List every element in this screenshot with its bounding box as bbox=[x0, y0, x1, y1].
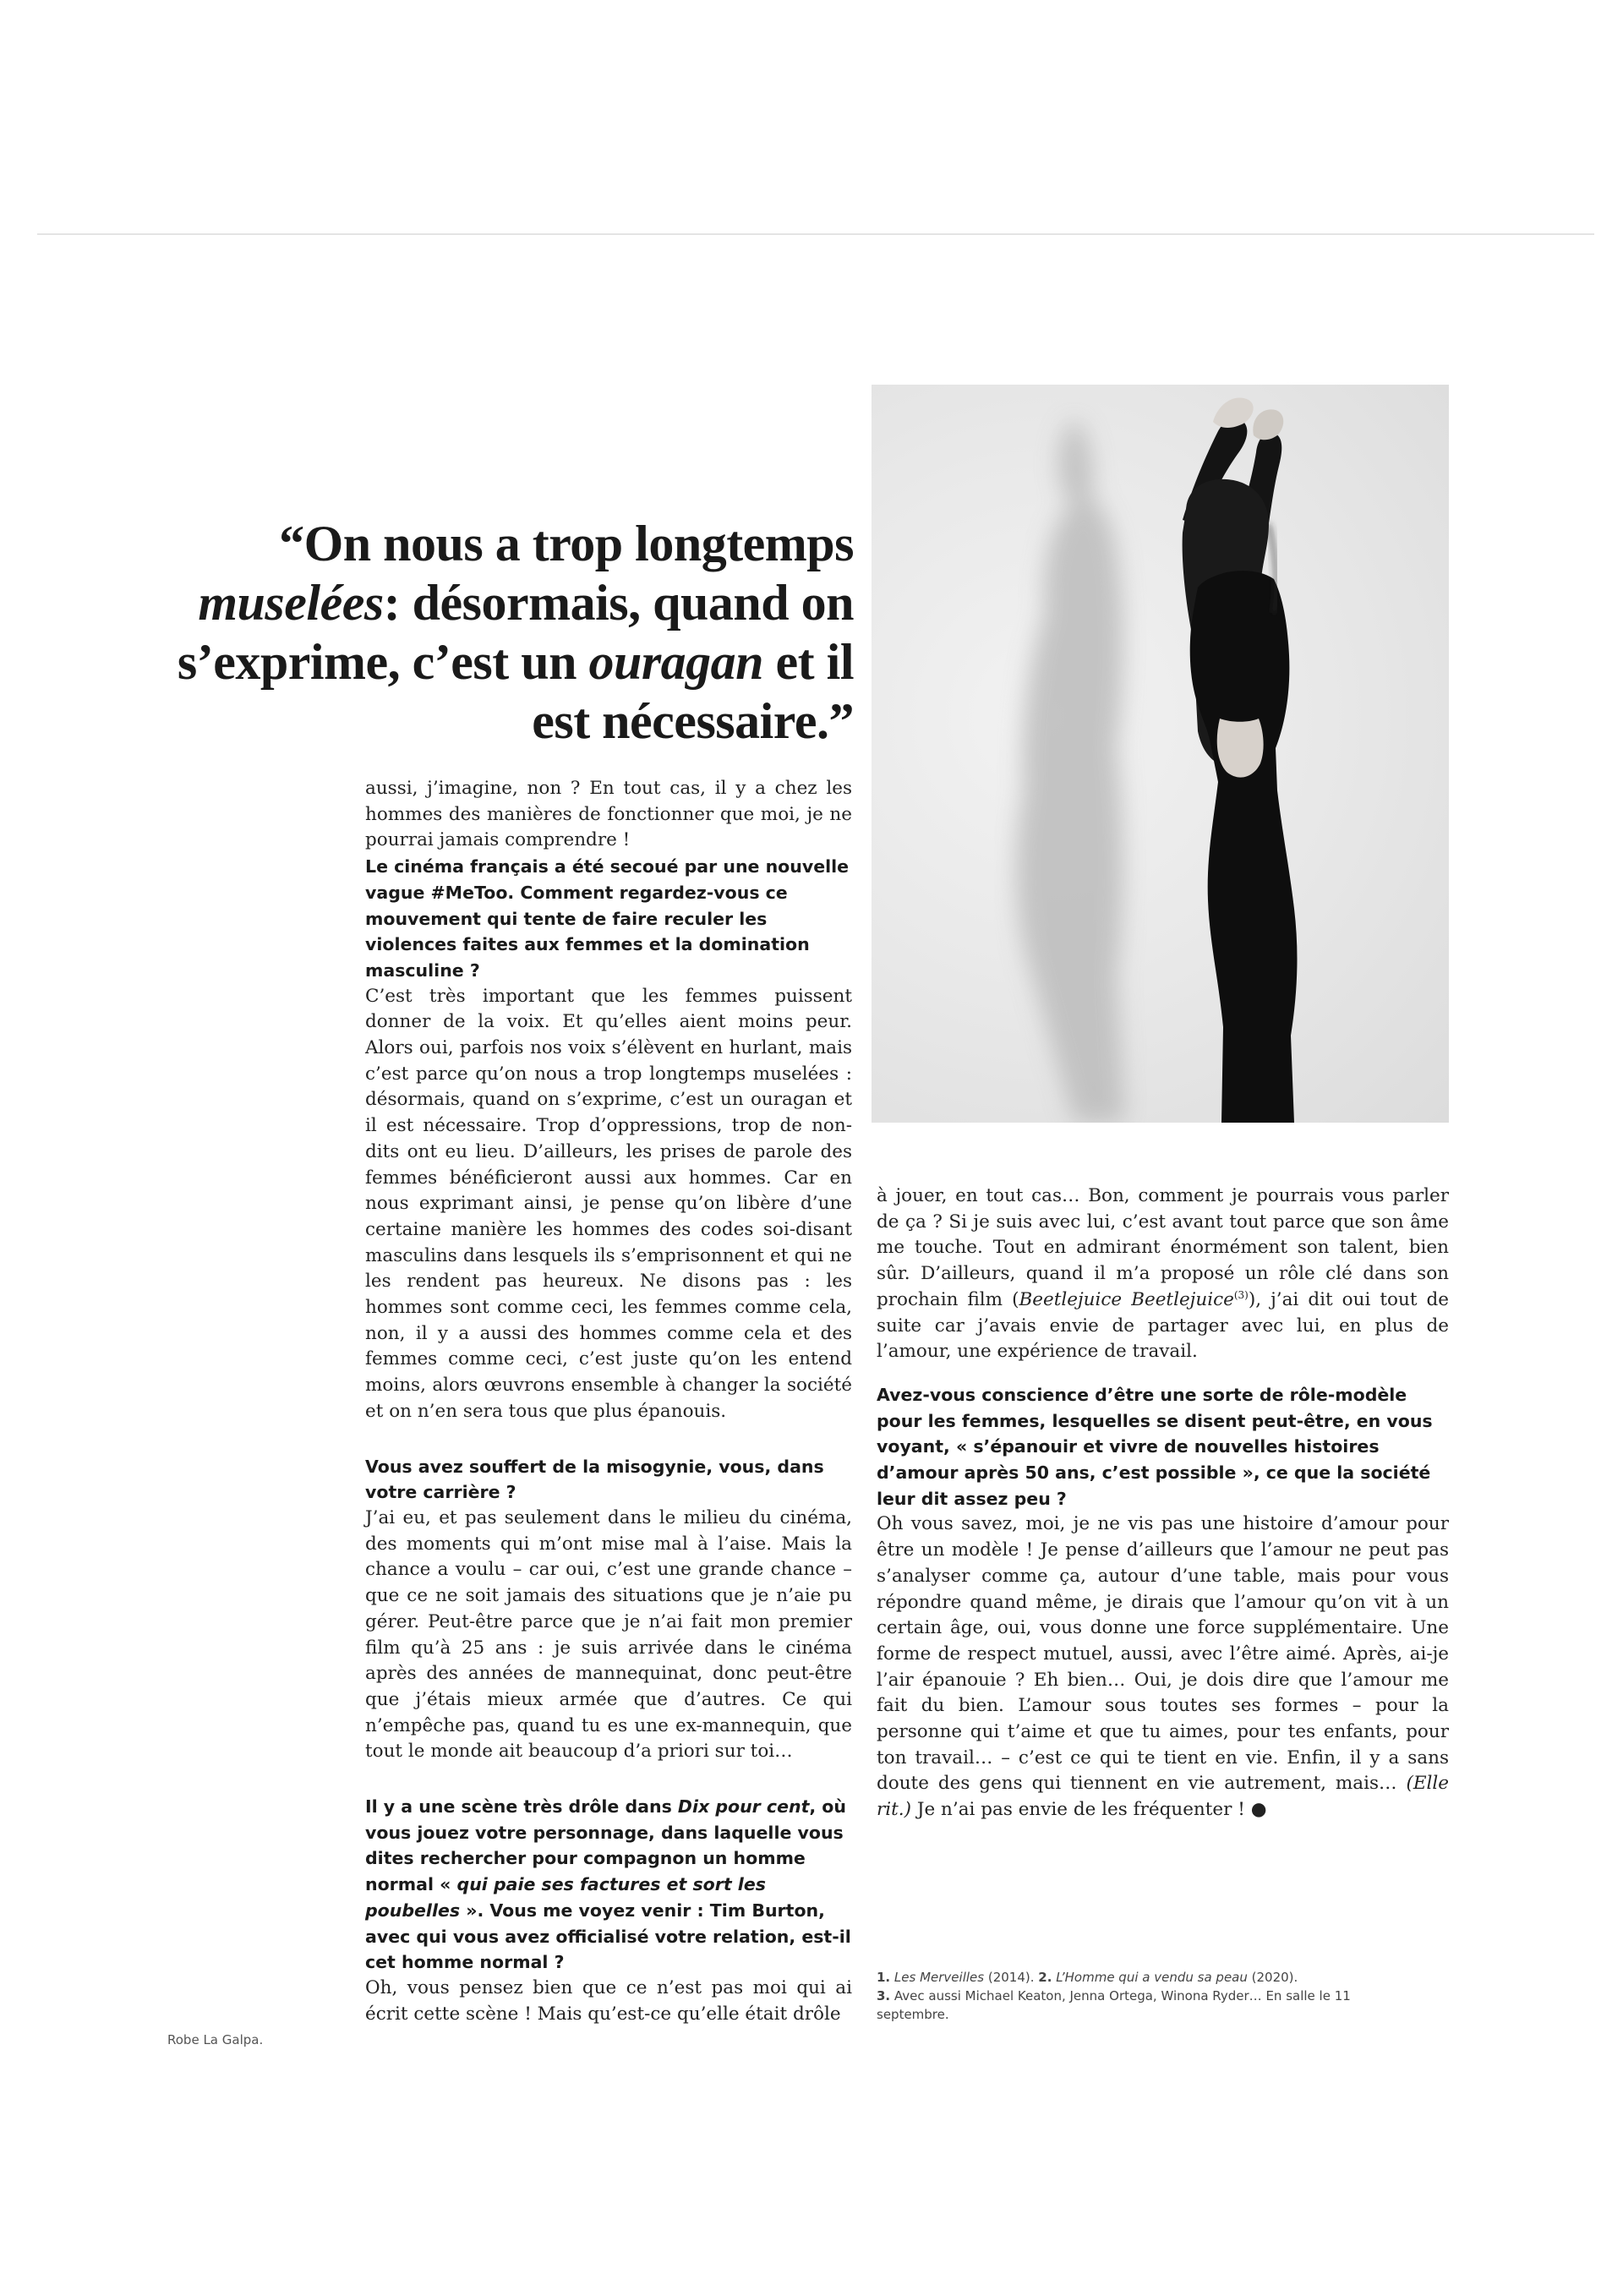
answer-metoo: C’est très important que les femmes puissent donner de la voix. Et qu’elles aient moins peur. Alors oui, parfois nos voix s’élèvent en hurlant, mais c’est parce qu’on nous a trop longtemps muselées : désormais, quand on s’exprime, c’est un ouragan et il est nécessaire. Trop d’oppressions, trop de non-dits ont eu lieu. D’ailleurs, les prises de parole des femmes bénéficieront aussi aux hommes. Car en nous exprimant ainsi, je pense qu’on libère d’une certaine manière les hommes des codes soi-disant masculins dans lesquels ils s’emprisonnent et qui ne les rendent pas heureux. Ne disons pas : les hommes sont comme ceci, les femmes comme cela, non, il y a aussi des hommes comme cela et des femmes comme ceci, c’est juste qu’on les entend moins, alors œuvrons ensemble à changer la société et on n’en sera tous que plus épanouis. bbox=[365, 985, 852, 1422]
pull-quote-emphasis-2: ouragan bbox=[588, 634, 764, 690]
pull-quote-emphasis-1: muselées bbox=[198, 575, 384, 631]
answer-tim-burton-start: Oh, vous pensez bien que ce n’est pas moi qui ai écrit cette scène ! Mais qu’est-ce qu’elle était drôle bbox=[365, 1976, 852, 2025]
question-misogyny: Vous avez souffert de la misogynie, vous, dans votre carrière ? bbox=[365, 1456, 824, 1503]
answer-paragraph-continued: aussi, j’imagine, non ? En tout cas, il y a chez les hommes des manières de fonctionner que moi, je ne pourrai jamais comprendre ! bbox=[365, 778, 852, 851]
question-role-model: Avez-vous conscience d’être une sorte de rôle-modèle pour les femmes, lesquelles se disent peut-être, en vous voyant, « s’épanouir et vivre de nouvelles histoires d’amour après 50 ans, c’est possible », ce que la société leur dit assez peu ? bbox=[877, 1384, 1433, 1509]
answer-misogyny: J’ai eu, et pas seulement dans le milieu du cinéma, des moments qui m’ont mise mal à l’aise. Mais la chance a voulu – car oui, c’est une grande chance – que ce ne soit jamais des situations que je n’aie pu gérer. Peut-être parce que je n’ai fait mon premier film qu’à 25 ans : je suis arrivée dans le cinéma après des années de mannequinat, donc peut-être que j’étais mieux armée que d’autres. Ce qui n’empêche pas, quand tu es une ex-mannequin, que tout le monde ait beaucoup d’a priori sur toi… bbox=[365, 1506, 852, 1763]
pull-quote: “On nous a trop longtemps muselées: désormais, quand on s’exprime, c’est un ouragan et il est nécessaire.” bbox=[177, 516, 854, 749]
end-mark: ● bbox=[1244, 1799, 1267, 1821]
photo-credit: Robe La Galpa. bbox=[167, 2032, 264, 2047]
question-dix-pour-cent: Il y a une scène très drôle dans Dix pour cent, où vous jouez votre personnage, dans laquelle vous dites rechercher pour compagnon un homme normal « qui paie ses factures et sort les poubelles ». Vous me voyez venir : Tim Burton, avec qui vous avez officialisé votre relation, est-il cet homme normal ? bbox=[365, 1796, 851, 1973]
top-rule bbox=[37, 233, 1594, 235]
woman-in-black-dress-illustration bbox=[872, 385, 1449, 1123]
question-metoo: Le cinéma français a été secoué par une nouvelle vague #MeToo. Comment regardez-vous ce mouvement qui tente de faire reculer les violences faites aux femmes et la domination masculine ? bbox=[365, 856, 850, 981]
answer-tim-burton-continued: à jouer, en tout cas… Bon, comment je pourrais vous parler de ça ? Si je suis avec lui, c’est avant tout parce que son âme me touche. Tout en admirant énormément son talent, bien sûr. D’ailleurs, quand il m’a proposé un rôle clé dans son prochain film (Beetlejuice Beetlejuice$^{(3)}$), j’ai dit oui tout de suite car j’avais envie de partager avec lui, en plus de l’amour, une expérience de travail. bbox=[877, 1185, 1449, 1363]
left-text-column bbox=[365, 776, 852, 2027]
answer-role-model: Oh vous savez, moi, je ne vis pas une histoire d’amour pour être un modèle ! Je pense d’ailleurs que l’amour ne peut pas s’analyser comme ça, autour d’une table, mais pour vous répondre quand même, je dirais que l’amour qu’on vit à un certain âge, oui, vous donne une force supplémentaire. Une forme de respect mutuel, aussi, avec l’être aimé. Après, ai-je l’air épanouie ? Eh bien… Oui, je dois dire que l’amour me fait du bien. L’amour sous toutes ses formes – pour la personne qui t’aime et que tu aimes, pour tes enfants, pour ton travail… – c’est ce qui te tient en vie. Enfin, il y a sans doute des gens qui tiennent en vie autrement, mais… (Elle rit.) Je n’ai pas envie de les fréquenter ! ● bbox=[877, 1513, 1449, 1821]
footnotes: 1. Les Merveilles (2014). 2. L’Homme qui a vendu sa peau (2020). 3. Avec aussi Michael Keaton, Jenna Ortega, Winona Ryder… En salle le 11 septembre. bbox=[877, 1970, 1351, 2022]
portrait-photo bbox=[872, 385, 1449, 1123]
right-text-column bbox=[877, 1184, 1449, 1823]
